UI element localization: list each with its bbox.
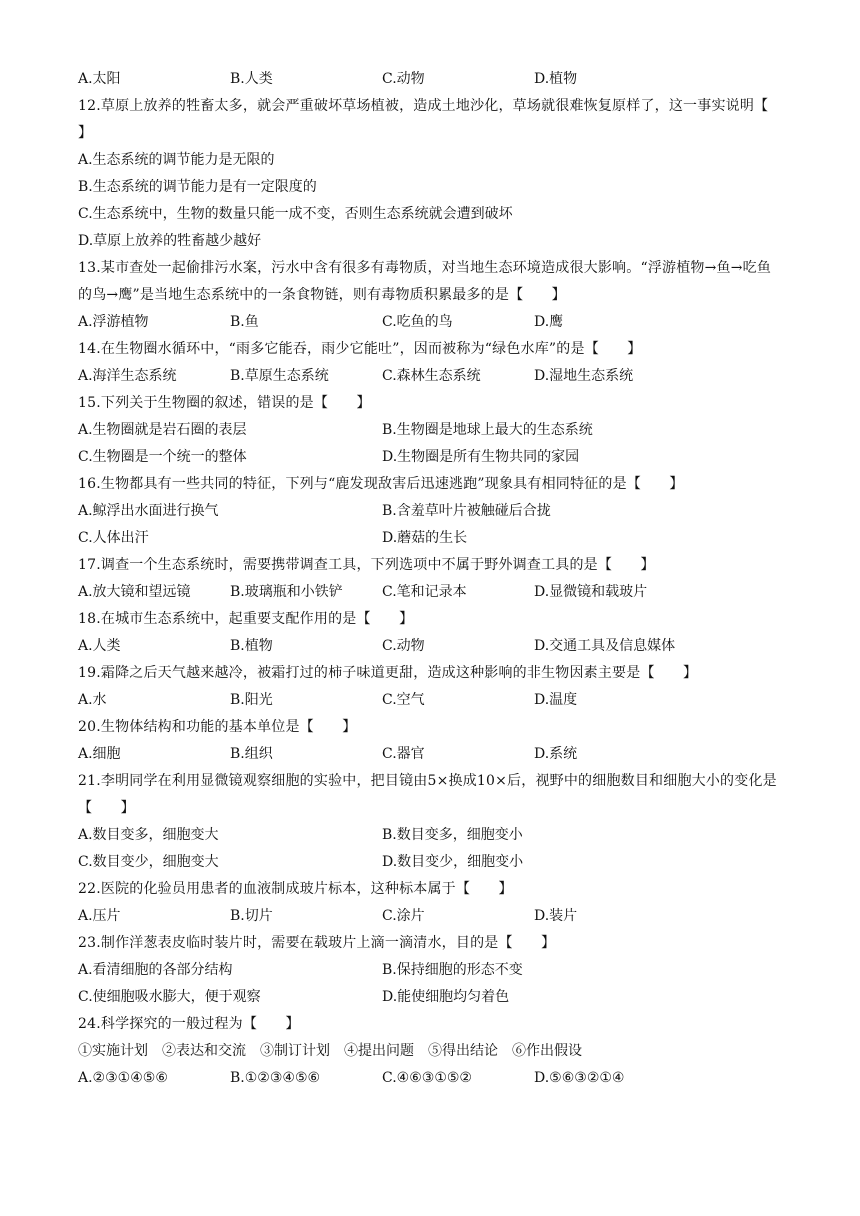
- question-16: [78, 471, 784, 552]
- question-options: [78, 1065, 784, 1092]
- question-13: [78, 255, 784, 336]
- question-options: [78, 579, 784, 606]
- question-stem: 24.科学探究的一般过程为【 】: [78, 1016, 300, 1032]
- option-c: C.森林生态系统: [382, 368, 481, 384]
- option-a: A.太阳: [78, 71, 121, 87]
- option-d: D.湿地生态系统: [534, 368, 634, 384]
- option-a: A.生物圈就是岩石圈的表层: [78, 422, 247, 438]
- question-stem: 23.制作洋葱表皮临时装片时，需要在载玻片上滴一滴清水，目的是【 】: [78, 935, 556, 951]
- option-c: C.笔和记录本: [382, 584, 467, 600]
- option-c: C.④⑥③①⑤②: [382, 1070, 472, 1086]
- question-18: [78, 606, 784, 660]
- option-d: D.数目变少，细胞变小: [382, 854, 524, 870]
- question-options: [78, 633, 784, 660]
- option-c: C.使细胞吸水膨大，便于观察: [78, 989, 261, 1005]
- option-b: B.草原生态系统: [230, 368, 329, 384]
- question-options: [78, 687, 784, 714]
- option-b: B.数目变多，细胞变小: [382, 827, 523, 843]
- question-stem: 19.霜降之后天气越来越冷，被霜打过的柿子味道更甜，造成这种影响的非生物因素主要是【 】: [78, 665, 698, 681]
- option-d: D.鹰: [534, 314, 564, 330]
- option-c: C.生物圈是一个统一的整体: [78, 449, 247, 465]
- question-stem: 13.某市查处一起偷排污水案，污水中含有很多有毒物质，对当地生态环境造成很大影响。“浮游植物→鱼→吃鱼的鸟→鹰”是当地生态系统中的一条食物链，则有毒物质积累最多的是【 】: [78, 260, 772, 303]
- question-options: [78, 903, 784, 930]
- option-b: B.①②③④⑤⑥: [230, 1070, 321, 1086]
- option-c: C.涂片: [382, 908, 425, 924]
- question-19: [78, 660, 784, 714]
- question-stem: 17.调查一个生态系统时，需要携带调查工具，下列选项中不属于野外调查工具的是【 】: [78, 557, 655, 573]
- option-c: C.吃鱼的鸟: [382, 314, 453, 330]
- question-21: [78, 768, 784, 876]
- option-b: B.组织: [230, 746, 273, 762]
- option-a: A.放大镜和望远镜: [78, 584, 191, 600]
- option-c: C.器官: [382, 746, 425, 762]
- question-options: [78, 822, 784, 876]
- question-22: [78, 876, 784, 930]
- option-a: A.水: [78, 692, 107, 708]
- question-options: [78, 957, 784, 1011]
- question-stem: 20.生物体结构和功能的基本单位是【 】: [78, 719, 357, 735]
- option-d: D.系统: [534, 746, 578, 762]
- question-stem: 12.草原上放养的牲畜太多，就会严重破坏草场植被，造成土地沙化，草场就很难恢复原样了，这一事实说明【 】: [78, 98, 797, 141]
- question-options: [78, 498, 784, 552]
- option-d: D.温度: [534, 692, 578, 708]
- question-15: [78, 390, 784, 471]
- question-stem: 14.在生物圈水循环中，“雨多它能吞，雨少它能吐”，因而被称为“绿色水库”的是【 】: [78, 341, 642, 357]
- exam-page: [78, 66, 797, 1092]
- process-steps: ①实施计划 ②表达和交流 ③制订计划 ④提出问题 ⑤得出结论 ⑥作出假设: [78, 1043, 582, 1059]
- option-a: A.②③①④⑤⑥: [78, 1070, 168, 1086]
- option-b: B.阳光: [230, 692, 273, 708]
- option-d: D.能使细胞均匀着色: [382, 989, 510, 1005]
- option-b: B.鱼: [230, 314, 259, 330]
- question-23: [78, 930, 784, 1011]
- question-options: [78, 417, 784, 471]
- option-d: D.蘑菇的生长: [382, 530, 468, 546]
- option-a: A.生态系统的调节能力是无限的: [78, 152, 275, 168]
- question-options: [78, 363, 784, 390]
- question-14: [78, 336, 784, 390]
- option-a: A.细胞: [78, 746, 121, 762]
- question-stem: 16.生物都具有一些共同的特征，下列与“鹿发现敌害后迅速逃跑”现象具有相同特征的是【 】: [78, 476, 684, 492]
- question-12: [78, 93, 797, 255]
- option-b: B.生态系统的调节能力是有一定限度的: [78, 179, 317, 195]
- option-d: D.植物: [534, 71, 578, 87]
- question-stem: 18.在城市生态系统中，起重要支配作用的是【 】: [78, 611, 414, 627]
- option-b: B.玻璃瓶和小铁铲: [230, 584, 343, 600]
- option-d: D.交通工具及信息媒体: [534, 638, 676, 654]
- option-c: C.动物: [382, 71, 425, 87]
- question-20: [78, 714, 784, 768]
- option-b: B.保持细胞的形态不变: [382, 962, 523, 978]
- option-c: C.动物: [382, 638, 425, 654]
- question-options: [78, 309, 784, 336]
- option-c: C.人体出汗: [78, 530, 149, 546]
- option-a: A.数目变多，细胞变大: [78, 827, 219, 843]
- question-stem: 21.李明同学在利用显微镜观察细胞的实验中，把目镜由5×换成10×后，视野中的细胞数目和细胞大小的变化是【 】: [78, 773, 777, 816]
- option-d: D.⑤⑥③②①④: [534, 1070, 625, 1086]
- option-b: B.植物: [230, 638, 273, 654]
- option-a: A.浮游植物: [78, 314, 149, 330]
- option-b: B.生物圈是地球上最大的生态系统: [382, 422, 593, 438]
- option-c: C.生态系统中，生物的数量只能一成不变，否则生态系统就会遭到破坏: [78, 206, 513, 222]
- option-d: D.生物圈是所有生物共同的家园: [382, 449, 580, 465]
- option-c: C.数目变少，细胞变大: [78, 854, 219, 870]
- question-stem: 15.下列关于生物圈的叙述，错误的是【 】: [78, 395, 371, 411]
- question-options: [78, 741, 784, 768]
- option-c: C.空气: [382, 692, 425, 708]
- question-24: [78, 1011, 784, 1092]
- option-d: D.装片: [534, 908, 578, 924]
- option-a: A.海洋生态系统: [78, 368, 177, 384]
- question-stem: 22.医院的化验员用患者的血液制成玻片标本，这种标本属于【 】: [78, 881, 513, 897]
- question-17: [78, 552, 784, 606]
- option-d: D.草原上放养的牲畜越少越好: [78, 233, 262, 249]
- option-b: B.含羞草叶片被触碰后合拢: [382, 503, 551, 519]
- q11-options: [78, 66, 784, 93]
- option-a: A.看清细胞的各部分结构: [78, 962, 233, 978]
- option-b: B.人类: [230, 71, 273, 87]
- option-b: B.切片: [230, 908, 273, 924]
- option-a: A.鲸浮出水面进行换气: [78, 503, 219, 519]
- option-a: A.人类: [78, 638, 121, 654]
- option-a: A.压片: [78, 908, 121, 924]
- option-d: D.显微镜和载玻片: [534, 584, 648, 600]
